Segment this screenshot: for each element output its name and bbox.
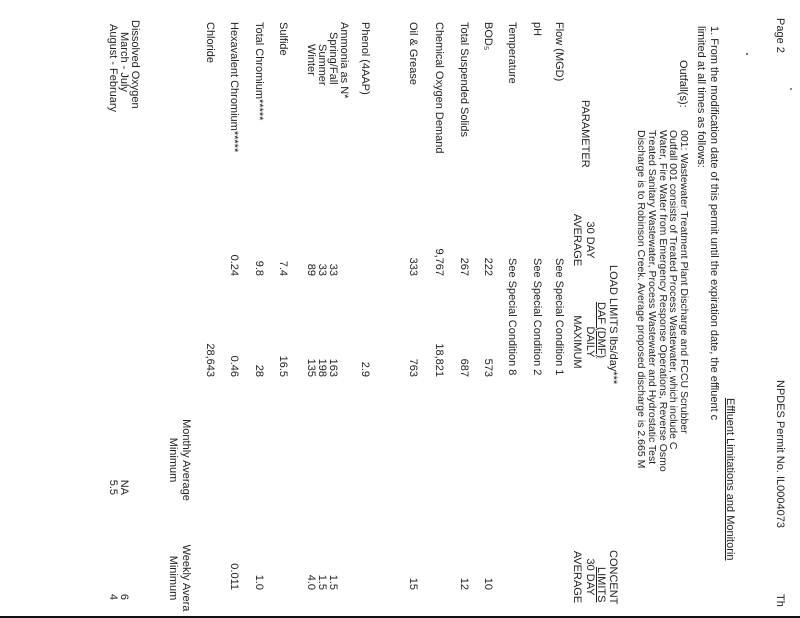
chloride-daily-maximum: 28,643 bbox=[204, 343, 216, 377]
bod-30day-average: 222 bbox=[482, 257, 494, 276]
col-30day-average-line2: AVERAGE bbox=[571, 213, 584, 267]
permit-number: NPDES Permit No. IL0004073 bbox=[774, 380, 786, 528]
col-daily-maximum-line2: MAXIMUM bbox=[571, 315, 584, 369]
cod-daily-maximum: 18,821 bbox=[433, 343, 445, 377]
load-limits-header: LOAD LIMITS lbs/day*** bbox=[607, 265, 619, 385]
ph-note: See Special Condition 2 bbox=[531, 258, 543, 376]
param-ammonia: Ammonia as N* bbox=[338, 22, 350, 99]
ammonia-spring-fall: Spring/Fall bbox=[327, 32, 339, 85]
col-daily-maximum-header bbox=[571, 312, 596, 372]
weekly-average-line2: Minimum bbox=[167, 555, 180, 601]
intro-text bbox=[695, 26, 720, 420]
outfall-desc-line-2: Outfall 001 consists of Treated Process Wastewater, which include C bbox=[667, 130, 680, 450]
weekly-average-minimum-header bbox=[167, 538, 192, 618]
page-label: Page 2 bbox=[774, 18, 786, 53]
intro-line-1: 1. From the modification date of this permit until the expiration date, the effluent c bbox=[708, 26, 720, 421]
outfall-description bbox=[635, 130, 689, 472]
monthly-average-line2: Minimum bbox=[167, 437, 180, 483]
phenol-daily-maximum: 2.9 bbox=[359, 361, 371, 377]
ammonia-winter-conc: 4.0 bbox=[305, 574, 317, 590]
ammonia-winter: Winter bbox=[305, 44, 317, 76]
param-oil-grease: Oil & Grease bbox=[407, 22, 419, 85]
param-ph: pH bbox=[531, 22, 543, 37]
monthly-average-line1: Monthly Average bbox=[180, 419, 192, 501]
parameter-header: PARAMETER bbox=[579, 100, 591, 168]
param-chemical-oxygen-demand: Chemical Oxygen Demand bbox=[433, 22, 445, 154]
outfall-desc-line-1: 001: Wastewater Treatment Plant Discharge and FCCU Scrubber bbox=[678, 130, 690, 434]
oil-30day-average: 333 bbox=[407, 257, 419, 276]
concentration-header: CONCENT bbox=[607, 550, 619, 605]
section-title: Effluent Limitations and Monitorin bbox=[724, 398, 736, 561]
col-daily-maximum-line1: DAILY bbox=[584, 326, 596, 358]
monthly-average-minimum-header bbox=[167, 405, 192, 515]
outfall-desc-line-3: Water, Fire Water from Emergency Response Operations, Reverse Osmo bbox=[656, 130, 669, 472]
param-total-chromium: Total Chromium***** bbox=[253, 22, 265, 121]
do-weekly-march-july: 6 bbox=[118, 593, 130, 600]
total-chromium-30day-average: 9.8 bbox=[253, 260, 265, 276]
param-chloride: Chloride bbox=[204, 22, 216, 63]
param-sulfide: Sulfide bbox=[277, 22, 289, 56]
ammonia-summer-conc: 1.5 bbox=[316, 574, 328, 590]
limits-header: LIMITS bbox=[595, 567, 607, 603]
ammonia-summer-avg: 33 bbox=[316, 263, 328, 276]
tss-30day-average: 267 bbox=[458, 257, 470, 276]
bod-conc-30day-average: 10 bbox=[482, 577, 494, 590]
sulfide-daily-maximum: 16.5 bbox=[277, 355, 289, 377]
bod-daily-maximum: 573 bbox=[482, 358, 494, 377]
do-weekly-august-february: 4 bbox=[107, 593, 119, 600]
do-monthly-march-july: NA bbox=[118, 479, 130, 495]
col-30day-average-header bbox=[571, 210, 596, 270]
oil-daily-maximum: 763 bbox=[407, 358, 419, 377]
col-conc-30day-line1: 30 DAY bbox=[584, 558, 596, 596]
outfall-desc-line-5: Discharge is to Robinson Creek. Average proposed discharge is 2.665 M bbox=[635, 130, 648, 469]
param-phenol: Phenol (4AAP) bbox=[359, 22, 371, 95]
ammonia-spring-fall-max: 163 bbox=[327, 358, 339, 377]
col-conc-30day-line2: AVERAGE bbox=[571, 550, 584, 604]
tss-daily-maximum: 687 bbox=[458, 358, 470, 377]
outfall-label: Outfall(s): bbox=[677, 60, 689, 108]
outfall-desc-line-4: Treated Sanitary Wastewater, Process Wastewater and Hydrostatic Test bbox=[645, 130, 658, 465]
corner-text: Th bbox=[774, 594, 786, 607]
scan-speck bbox=[746, 53, 748, 55]
col-30day-average-line1: 30 DAY bbox=[584, 221, 596, 259]
flow-note: See Special Condition 1 bbox=[553, 258, 565, 376]
param-dissolved-oxygen: Dissolved Oxygen bbox=[129, 20, 141, 109]
hex-chromium-30day-average: 0.24 bbox=[228, 254, 240, 276]
hex-chromium-conc: 0.011 bbox=[228, 563, 240, 590]
ammonia-summer: Summer bbox=[316, 44, 328, 86]
hex-chromium-daily-maximum: 0.46 bbox=[228, 355, 240, 377]
param-total-suspended-solids: Total Suspended Solids bbox=[458, 22, 470, 137]
ammonia-winter-max: 135 bbox=[305, 358, 317, 377]
param-flow: Flow (MGD) bbox=[553, 22, 565, 82]
scan-speck bbox=[790, 88, 792, 90]
ammonia-winter-avg: 89 bbox=[305, 263, 317, 276]
col-conc-30day-average-header bbox=[571, 545, 596, 609]
ammonia-spring-fall-avg: 33 bbox=[327, 263, 339, 276]
intro-line-2: limited at all times as follows: bbox=[695, 26, 708, 168]
do-march-july: March - July bbox=[118, 32, 130, 92]
total-chromium-daily-maximum: 28 bbox=[253, 364, 265, 377]
ammonia-spring-fall-conc: 1.5 bbox=[327, 574, 339, 590]
total-chromium-conc: 1.0 bbox=[253, 574, 265, 590]
param-hexavalent-chromium: Hexavalent Chromium***** bbox=[228, 22, 240, 153]
temperature-note: See Special Condition 8 bbox=[506, 258, 518, 376]
do-august-february: August - February bbox=[107, 24, 119, 113]
ammonia-summer-max: 198 bbox=[316, 358, 328, 377]
oil-conc-30day-average: 15 bbox=[407, 577, 419, 590]
param-temperature: Temperature bbox=[506, 22, 518, 84]
sulfide-30day-average: 7.4 bbox=[277, 260, 289, 276]
tss-conc-30day-average: 12 bbox=[458, 577, 470, 590]
weekly-average-line1: Weekly Avera bbox=[180, 544, 192, 612]
param-bod: BOD₅ bbox=[482, 22, 494, 51]
cod-30day-average: 9,767 bbox=[433, 248, 445, 276]
daf-header: DAF (DMF) bbox=[595, 302, 607, 359]
do-monthly-august-february: 5.5 bbox=[107, 479, 119, 495]
